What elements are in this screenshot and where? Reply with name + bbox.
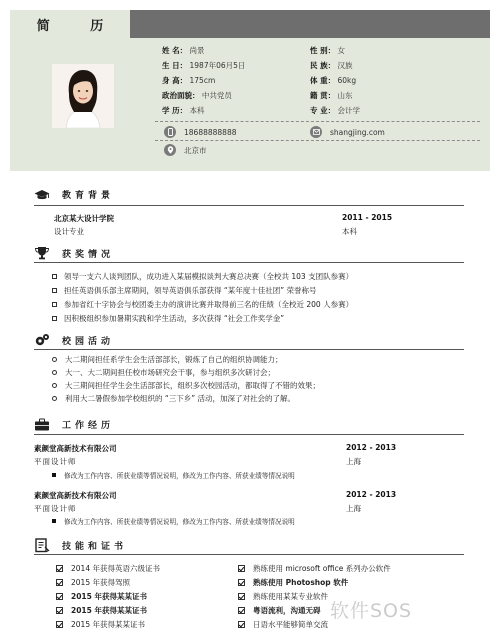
divider	[155, 121, 480, 122]
award-item	[52, 313, 284, 324]
checkbox-icon	[238, 579, 245, 586]
info-origin-label: 籍 贯：	[310, 91, 336, 100]
info-height-label: 身 高：	[162, 76, 188, 85]
skill-item: 日语水平能够简单交流	[238, 619, 328, 630]
info-major-value: 会计学	[337, 106, 361, 115]
campus-item-text: 利用大二暑假参加学校组织的 “三下乡” 活动，加深了对社会的了解。	[65, 394, 296, 403]
award-item-text: 担任英语俱乐部主席期间，领导英语俱乐部获得 “某年度十佳社团” 荣誉称号	[64, 286, 317, 295]
location-pin-icon	[164, 144, 176, 156]
award-item-text: 领导一支六人谈判团队，成功进入某届模拟谈判大赛总决赛（全校共 103 支团队参赛）	[64, 272, 354, 281]
skill-item: 2015 年获得某某证书	[56, 591, 147, 602]
job-city: 上海	[346, 504, 361, 513]
profile-photo	[52, 64, 114, 128]
education-major: 设计专业	[54, 227, 84, 236]
email-icon	[310, 126, 322, 138]
award-item	[52, 285, 317, 296]
section-skills-title: 技能和证书	[62, 542, 128, 552]
gears-icon	[34, 333, 50, 347]
section-education-header	[34, 188, 114, 201]
job-description	[52, 516, 295, 526]
education-degree: 本科	[342, 227, 357, 236]
section-rule	[34, 262, 464, 263]
info-degree-value: 本科	[189, 106, 205, 115]
section-awards-header	[34, 246, 114, 260]
campus-item-text: 大三期间担任学生会生活部部长，组织多次校园活动，都取得了不错的效果；	[65, 381, 320, 390]
job-years: 2012 - 2013	[346, 490, 397, 499]
section-rule	[34, 205, 464, 206]
award-item	[52, 299, 353, 310]
info-birth-value: 1987年06月5日	[189, 61, 246, 70]
skill-item: 2015 年获得某某证书	[56, 605, 147, 616]
job-description-text: 修改为工作内容、所获业绩等情况说明，修改为工作内容、所获业绩等情况说明	[64, 472, 295, 480]
skill-item: 粤语流利，沟通无碍	[238, 605, 321, 616]
skill-item: 2014 年获得英语六级证书	[56, 563, 160, 574]
info-weight-label: 体 重：	[310, 76, 336, 85]
award-item-text: 因积极组织参加暑期实践和学生活动，多次获得 “社会工作奖学金”	[64, 314, 285, 323]
location-value: 北京市	[184, 145, 207, 155]
section-campus-title: 校园活动	[62, 336, 115, 347]
job-role: 平面设计师	[34, 457, 77, 466]
campus-item	[52, 367, 275, 378]
resume-title: 简 历	[36, 18, 122, 34]
email-value: shangjing.com	[330, 127, 385, 137]
checkbox-icon	[56, 565, 63, 572]
campus-item-text: 大一、大二期间担任校市场研究会干事，参与组织多次研讨会；	[65, 368, 275, 377]
info-name	[162, 45, 205, 56]
skill-item: 熟练使用 Photoshop 软件	[238, 577, 348, 588]
section-skills-header	[34, 538, 127, 553]
job-city: 上海	[346, 457, 361, 466]
job-company: 素颜堂高新技术有限公司	[34, 444, 117, 453]
info-ethnicity-value: 汉族	[337, 61, 353, 70]
section-work-header	[34, 418, 114, 431]
job-role: 平面设计师	[34, 504, 77, 513]
job-description	[52, 470, 295, 480]
info-degree-label: 学 历：	[162, 106, 188, 115]
info-gender-label: 性 别：	[310, 46, 336, 55]
checkbox-icon	[56, 593, 63, 600]
info-weight	[310, 75, 356, 86]
watermark: 软件SOS	[330, 600, 413, 622]
info-birth-label: 生 日：	[162, 61, 188, 70]
info-origin	[310, 90, 353, 101]
award-item	[52, 271, 353, 282]
checkbox-icon	[56, 579, 63, 586]
info-major	[310, 105, 360, 116]
section-rule	[34, 554, 464, 555]
checkbox-icon	[238, 593, 245, 600]
campus-item	[52, 380, 320, 391]
checkbox-icon	[238, 607, 245, 614]
graduation-cap-icon	[34, 189, 50, 201]
campus-item-text: 大二期间担任系学生会生活部部长，锻炼了自己的组织协调能力；	[65, 355, 283, 364]
campus-item	[52, 393, 295, 404]
section-rule	[34, 349, 464, 350]
section-work-title: 工作经历	[62, 421, 115, 431]
info-height-value: 175cm	[189, 76, 216, 85]
info-politics-label: 政治面貌：	[162, 91, 200, 100]
info-name-value: 尚景	[189, 46, 205, 55]
checkbox-icon	[238, 565, 245, 572]
job-years: 2012 - 2013	[346, 443, 397, 452]
resume-header	[0, 0, 500, 171]
education-years: 2011 - 2015	[342, 213, 393, 222]
section-awards-title: 获奖情况	[62, 249, 115, 260]
checkbox-icon	[56, 621, 63, 628]
skill-item: 熟练使用某某专业软件	[238, 591, 328, 602]
info-politics	[162, 90, 232, 101]
info-height	[162, 75, 215, 86]
info-politics-value: 中共党员	[201, 91, 232, 100]
award-item-text: 参加省红十字协会与校团委主办的演讲比赛并取得前三名的佳绩（全校近 200 人参赛）	[64, 300, 354, 309]
info-birth	[162, 60, 245, 71]
info-name-label: 姓 名：	[162, 46, 188, 55]
section-campus-header	[34, 333, 114, 347]
campus-item	[52, 354, 283, 365]
briefcase-icon	[34, 418, 50, 431]
education-school: 北京某大设计学院	[54, 214, 114, 223]
contact-email	[310, 126, 385, 138]
info-degree	[162, 105, 205, 116]
phone-value: 18688888888	[184, 127, 237, 137]
contact-location	[164, 144, 207, 156]
checkbox-icon	[238, 621, 245, 628]
checkbox-icon	[56, 607, 63, 614]
award-icon	[34, 246, 50, 260]
info-ethnicity	[310, 60, 353, 71]
info-weight-value: 60kg	[337, 76, 357, 85]
job-description-text: 修改为工作内容、所获业绩等情况说明，修改为工作内容、所获业绩等情况说明	[64, 518, 295, 526]
certificate-icon	[34, 538, 50, 553]
info-gender	[310, 45, 345, 56]
divider	[155, 140, 480, 141]
section-rule	[34, 434, 464, 435]
skill-item: 2015 年获得某某证书	[56, 619, 145, 630]
info-major-label: 专 业：	[310, 106, 336, 115]
info-ethnicity-label: 民 族：	[310, 61, 336, 70]
info-origin-value: 山东	[337, 91, 353, 100]
portrait-illustration	[52, 64, 114, 128]
title-box	[10, 10, 130, 38]
skill-item: 2015 年获得驾照	[56, 577, 130, 588]
info-gender-value: 女	[337, 46, 346, 55]
phone-icon	[164, 126, 176, 138]
contact-phone	[164, 126, 237, 138]
skill-item: 熟练使用 microsoft office 系列办公软件	[238, 563, 391, 574]
job-company: 素颜堂高新技术有限公司	[34, 491, 117, 500]
section-education-title: 教育背景	[62, 191, 115, 201]
